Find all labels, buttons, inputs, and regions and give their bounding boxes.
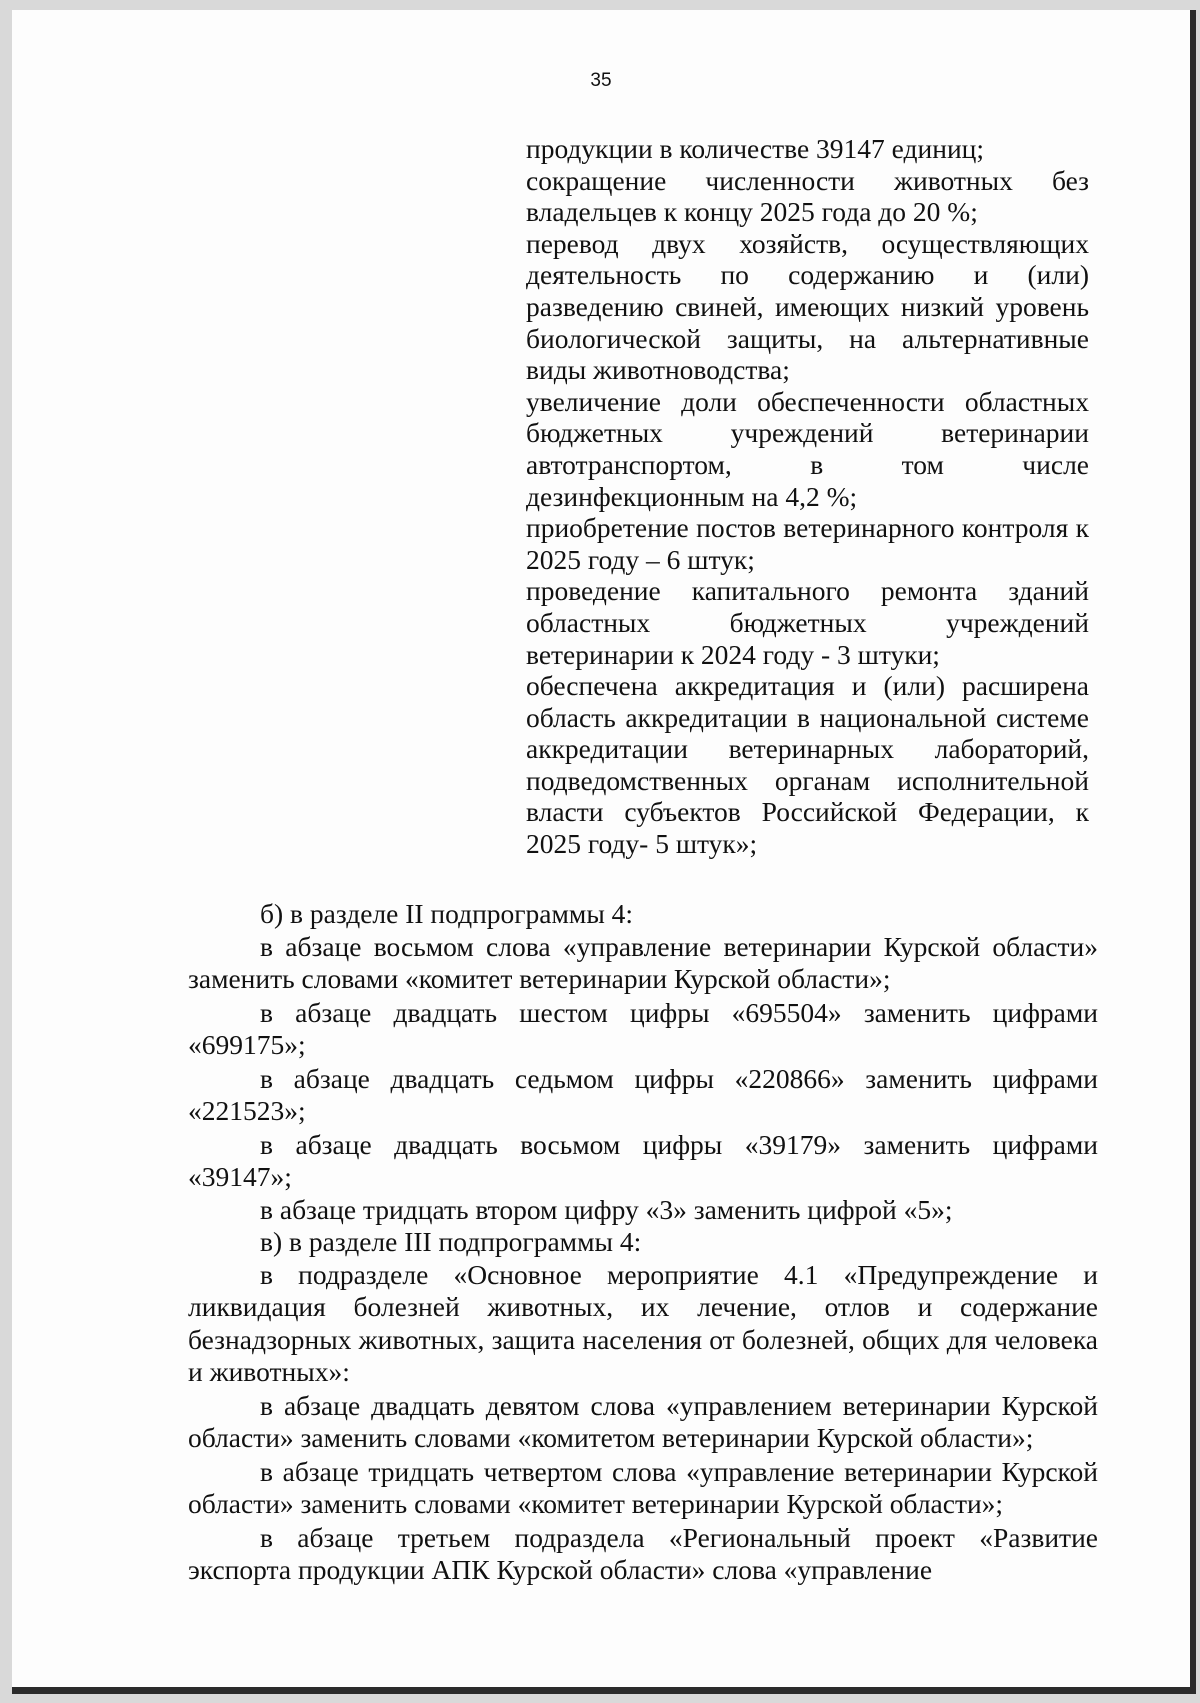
section-heading-v: в) в разделе III подпрограммы 4: — [260, 1226, 642, 1257]
paragraph: в абзаце двадцать восьмом цифры «39179» заменить цифрами «39147»; — [188, 1128, 1098, 1192]
paragraph: в абзаце восьмом слова «управление ветеринарии Курской области» заменить словами «комитет ветеринарии Курской области»; — [188, 930, 1098, 994]
page-number: 35 — [590, 70, 612, 91]
paragraph: в абзаце тридцать втором цифру «3» заменить цифрой «5»; — [260, 1193, 953, 1225]
paragraph: в подразделе «Основное мероприятие 4.1 «Предупреждение и ликвидация болезней животных, их лечение, отлов и содержание безнадзорных животных, защита населения от болезней, общих для человека и животных»: — [188, 1258, 1098, 1387]
document-page — [12, 10, 1196, 1694]
paragraph: в абзаце двадцать седьмом цифры «220866» заменить цифрами «221523»; — [188, 1062, 1098, 1126]
paragraph: в абзаце двадцать шестом цифры «695504» заменить цифрами «699175»; — [188, 996, 1098, 1060]
document-body — [188, 898, 1098, 1587]
paragraph: в абзаце двадцать девятом слова «управлением ветеринарии Курской области» заменить словами «комитетом ветеринарии Курской области»; — [188, 1389, 1098, 1453]
list-item: проведение капитального ремонта зданий областных бюджетных учреждений ветеринарии к 2024 году - 3 штуки; — [526, 575, 1089, 670]
list-item: перевод двух хозяйств, осуществляющих деятельность по содержанию и (или) разведению свиней, имеющих низкий уровень биологической защиты, на альтернативные виды животноводства; — [526, 227, 1089, 386]
paragraph: в абзаце третьем подраздела «Региональный проект «Развитие экспорта продукции АПК Курской области» слова «управление — [188, 1521, 1098, 1585]
list-item: приобретение постов ветеринарного контроля к 2025 году – 6 штук; — [526, 512, 1089, 575]
list-item: увеличение доли обеспеченности областных бюджетных учреждений ветеринарии автотранспортом, в том числе дезинфекционным на 4,2 %; — [526, 385, 1089, 512]
paragraph: в абзаце тридцать четвертом слова «управление ветеринарии Курской области» заменить словами «комитет ветеринарии Курской области»; — [188, 1455, 1098, 1519]
list-item: обеспечена аккредитация и (или) расширена область аккредитации в национальной системе аккредитации ветеринарных лабораторий, подведомственных органам исполнительной власти субъектов Российской Федерации, к 2025 году- 5 штук»; — [526, 670, 1089, 860]
section-heading-b: б) в разделе II подпрограммы 4: — [260, 898, 634, 929]
continued-list-column — [526, 133, 1089, 860]
list-item: сокращение численности животных без владельцев к концу 2025 года до 20 %; — [526, 164, 1089, 228]
list-item: продукции в количестве 39147 единиц; — [526, 133, 985, 164]
